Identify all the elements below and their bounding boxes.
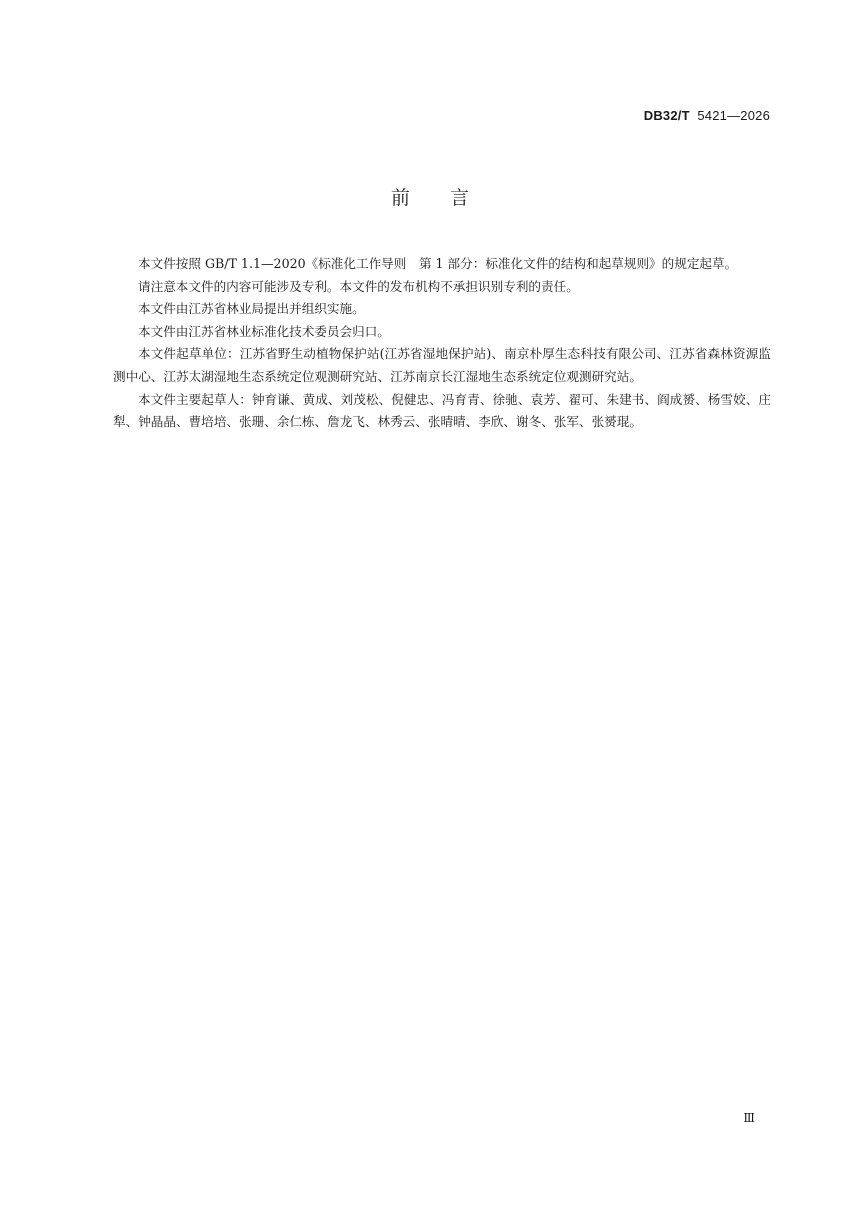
page-title: 前言 — [390, 187, 509, 209]
standard-code — [644, 108, 770, 123]
standard-prefix: DB32/T — [643, 108, 690, 123]
paragraph-drafters: 本文件主要起草人：钟育谦、黄成、刘茂松、倪健忠、冯育青、徐驰、袁芳、翟可、朱建书、阎成赟、杨雪姣、庄犁、钟晶晶、曹培培、张珊、余仁栋、詹龙飞、林秀云、张晴晴、李欣、谢冬、张军、张赟琨。 — [113, 391, 771, 430]
paragraph-drafting-units: 本文件起草单位：江苏省野生动植物保护站(江苏省湿地保护站)、南京朴厚生态科技有限公司、江苏省森林资源监测中心、江苏太湖湿地生态系统定位观测研究站、江苏南京长江湿地生态系统定位观测研究站。 — [113, 346, 771, 384]
paragraph-proposer: 本文件由江苏省林业局提出并组织实施。 — [138, 301, 365, 317]
standard-number: 5421—2026 — [697, 108, 770, 123]
paragraph-committee: 本文件由江苏省林业标准化技术委员会归口。 — [138, 323, 390, 339]
paragraph-patent-notice: 请注意本文件的内容可能涉及专利。本文件的发布机构不承担识别专利的责任。 — [138, 278, 579, 294]
foreword-body — [113, 253, 771, 434]
paragraph-drafting-rules: 本文件按照 GB/T 1.1—2020《标准化工作导则 第 1 部分：标准化文件的结构和起草规则》的规定起草。 — [138, 256, 738, 271]
page-number: Ⅲ — [743, 1111, 754, 1125]
